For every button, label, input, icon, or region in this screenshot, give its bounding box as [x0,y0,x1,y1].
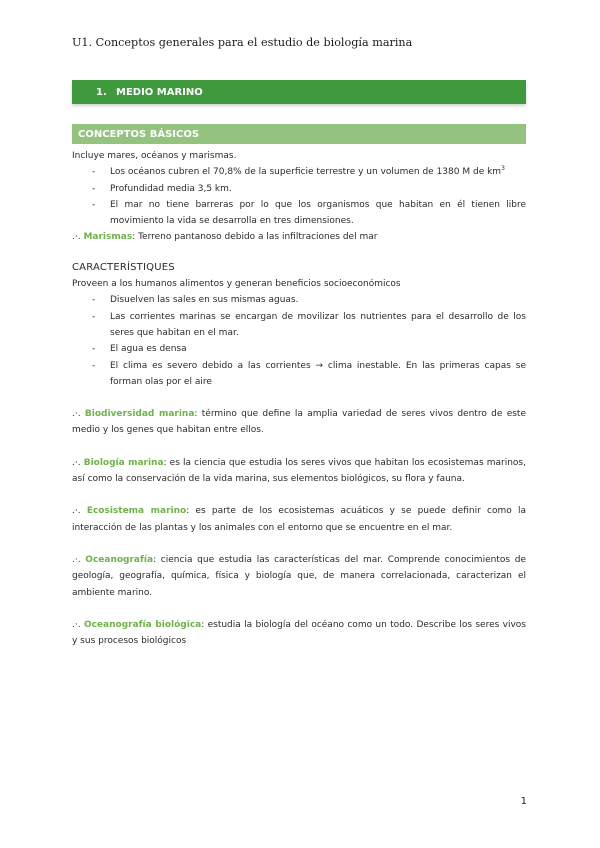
list-item: - El agua es densa [72,341,526,357]
definition-paragraph: .·. Oceanografía biológica: estudia la biología del océano como un todo. Describe los seres vivos y sus procesos biológicos [72,619,526,647]
caracteristiques-list [72,292,526,390]
term-biodiversidad-marina: Biodiversidad marina [84,409,195,420]
definition-paragraph: .·. Biología marina: es la ciencia que estudia los seres vivos que habitan los ecosistemas marinos, así como la conservación de la vida marina, sus elementos biológicos, su flora y fauna. [72,457,526,485]
section-number: 1. [96,86,107,98]
caracteristiques-intro: Proveen a los humanos alimentos y generan beneficios socioeconómicos [72,279,401,290]
term-oceanografia: Oceanografía [85,554,154,565]
subsection-title: CONCEPTOS BÁSICOS [78,128,200,140]
caracteristiques-heading: CARACTERÍSTIQUES [72,261,175,273]
page-header: U1. Conceptos generales para el estudio de biología marina [72,36,413,49]
bullet-mark: .·. [72,457,81,468]
term-ecosistema-marino: Ecosistema marino [86,506,187,517]
marismas-definition: .·. Marismas: Terreno pantanoso debido a las infiltraciones del mar [72,232,378,243]
section-title: MEDIO MARINO [116,86,203,98]
section-heading-bar [72,80,526,104]
subsection-heading-bar [72,124,526,144]
term-marismas: Marismas [83,232,133,243]
superscript: 3 [501,165,505,173]
list-item: - Las corrientes marinas se encargan de movilizar los nutrientes para el desarrollo de los seres que habitan en el mar. [72,309,526,342]
bullet-mark: .·. [72,232,81,243]
intro-paragraph: Incluye mares, océanos y marismas. [72,151,237,161]
bullet-mark: .·. [72,619,81,630]
bullet-mark: .·. [72,506,81,517]
bullet-mark: .·. [72,409,81,420]
list-item: - Los océanos cubren el 70,8% de la superficie terrestre y un volumen de 1380 M de $km^3$ [72,164,526,180]
page-number: 1 [520,796,527,807]
bullet-mark: .·. [72,554,81,565]
definition-paragraph: .·. Ecosistema marino: es parte de los ecosistemas acuáticos y se puede definir como la interacción de las plantas y los animales con el entorno que se encuentre en el mar. [72,506,526,533]
term-biologia-marina: Biología marina [83,457,164,468]
definition-paragraph: .·. Biodiversidad marina: término que define la amplia variedad de seres vivos dentro de este medio y los genes que habitan entre ellos. [72,409,526,436]
list-item: - El mar no tiene barreras por lo que los organismos que habitan en él tienen libre movimiento la vida se desarrolla en tres dimensiones. [72,197,526,230]
list-item: - Profundidad media 3,5 km. [72,181,526,197]
list-item: - El clima es severo debido a las corrientes → clima inestable. En las primeras capas se forman olas por el aire [72,358,526,391]
list-item: - Disuelven las sales en sus mismas aguas. [72,292,526,308]
definition-paragraph: .·. Oceanografía: ciencia que estudia las características del mar. Comprende conocimientos de geología, geografía, química, física y biología que, de manera correlacionada, caracterizan el ambiente marino. [72,554,526,598]
term-oceanografia-biologica: Oceanografía biológica [83,619,202,630]
intro-list [72,164,526,229]
document-body [72,148,526,649]
